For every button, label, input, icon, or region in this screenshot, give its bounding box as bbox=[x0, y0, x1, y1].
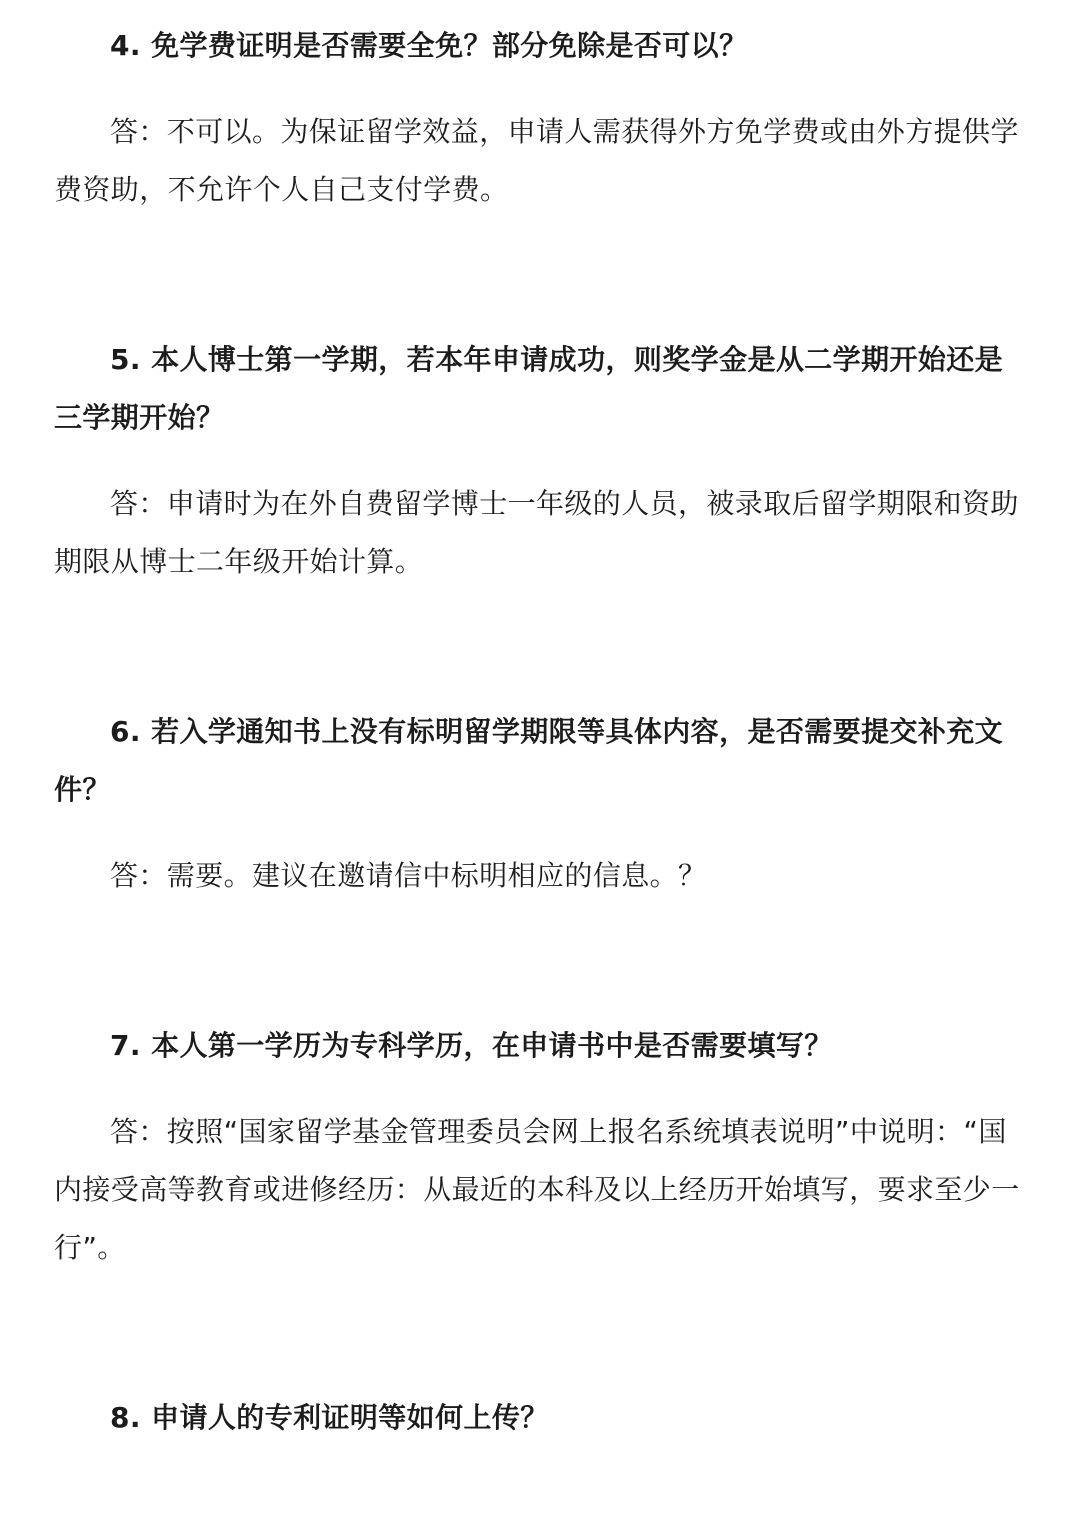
faq-question-7: 7. 本人第一学历为专科学历，在申请书中是否需要填写？ bbox=[110, 1029, 833, 1062]
faq-question-8: 8. 申请人的专利证明等如何上传？ bbox=[110, 1401, 549, 1434]
faq-question-6-line-1: 6. 若入学通知书上没有标明留学期限等具体内容，是否需要提交补充文 bbox=[110, 715, 1004, 748]
faq-answer-5-line-2: 期限从博士二年级开始计算。 bbox=[54, 545, 424, 578]
faq-answer-6-line-1: 答：需要。建议在邀请信中标明相应的信息。？ bbox=[110, 859, 707, 892]
faq-question-4: 4. 免学费证明是否需要全免？部分免除是否可以？ bbox=[110, 29, 748, 62]
faq-answer-7-line-2: 内接受高等教育或进修经历：从最近的本科及以上经历开始填写，要求至少一 bbox=[54, 1173, 1020, 1206]
faq-answer-4-line-1: 答：不可以。为保证留学效益，申请人需获得外方免学费或由外方提供学 bbox=[110, 115, 1019, 148]
faq-question-6-line-2: 件？ bbox=[54, 773, 111, 806]
faq-answer-7-line-3: 行”。 bbox=[54, 1231, 126, 1264]
faq-answer-4-line-2: 费资助，不允许个人自己支付学费。 bbox=[54, 173, 509, 206]
faq-question-5-line-2: 三学期开始？ bbox=[54, 401, 225, 434]
faq-answer-7-line-1: 答：按照“国家留学基金管理委员会网上报名系统填表说明”中说明：“国 bbox=[110, 1115, 1007, 1148]
faq-question-5-line-1: 5. 本人博士第一学期，若本年申请成功，则奖学金是从二学期开始还是 bbox=[110, 343, 1004, 376]
faq-answer-5-line-1: 答：申请时为在外自费留学博士一年级的人员，被录取后留学期限和资助 bbox=[110, 487, 1019, 520]
